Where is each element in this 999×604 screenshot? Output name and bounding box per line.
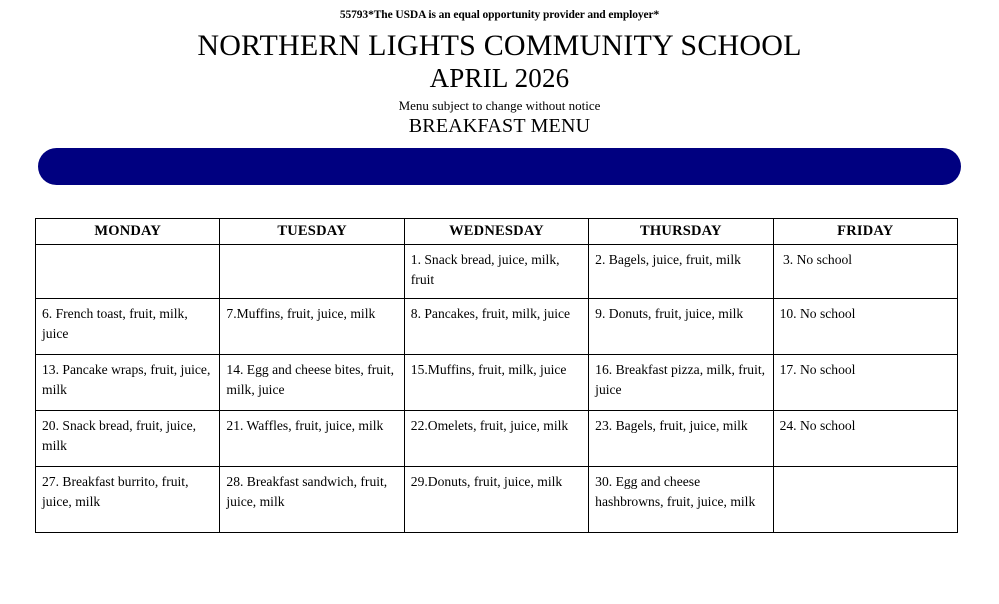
day-cell <box>589 245 773 299</box>
day-cell-text: 8. Pancakes, fruit, milk, juice <box>410 306 571 322</box>
day-cell-text: 20. Snack bread, fruit, juice, milk <box>42 418 200 453</box>
day-cell <box>404 299 588 355</box>
day-cell <box>404 467 588 533</box>
day-cell <box>589 411 773 467</box>
day-cell <box>220 467 404 533</box>
column-header-tuesday: TUESDAY <box>220 219 404 245</box>
breakfast-menu-calendar <box>35 218 958 533</box>
day-cell <box>589 299 773 355</box>
column-header-thursday: THURSDAY <box>589 219 773 245</box>
day-cell-text: 28. Breakfast sandwich, fruit, juice, milk <box>226 474 391 509</box>
day-cell-text: 16. Breakfast pizza, milk, fruit, juice <box>595 362 769 397</box>
column-header-friday: FRIDAY <box>773 219 957 245</box>
day-cell-text: 7.Muffins, fruit, juice, milk <box>226 306 376 322</box>
month-year-title: APRIL 2026 <box>429 63 570 94</box>
day-cell-text: 2. Bagels, juice, fruit, milk <box>595 252 741 268</box>
calendar-week-row <box>36 299 958 355</box>
column-header-wednesday: WEDNESDAY <box>404 219 588 245</box>
calendar-week-row <box>36 411 958 467</box>
day-cell <box>220 411 404 467</box>
day-cell-text: 30. Egg and cheese hashbrowns, fruit, juice, milk <box>595 474 756 509</box>
day-cell <box>773 411 957 467</box>
school-name-title: NORTHERN LIGHTS COMMUNITY SCHOOL <box>197 28 802 62</box>
meal-type-title: BREAKFAST MENU <box>408 115 591 138</box>
day-cell <box>773 467 957 533</box>
day-cell <box>220 299 404 355</box>
calendar-week-row <box>36 245 958 299</box>
day-cell <box>773 355 957 411</box>
day-cell <box>589 355 773 411</box>
day-cell-text: 22.Omelets, fruit, juice, milk <box>410 418 569 434</box>
day-cell-text: 23. Bagels, fruit, juice, milk <box>595 418 748 434</box>
day-cell-text: 17. No school <box>779 362 856 378</box>
calendar-week-row <box>36 467 958 533</box>
banner-container <box>0 148 999 185</box>
day-cell-text: 10. No school <box>779 306 856 322</box>
column-header-monday: MONDAY <box>36 219 220 245</box>
usda-notice: 55793*The USDA is an equal opportunity provider and employer* <box>339 9 660 21</box>
day-cell-text: 3. No school <box>779 252 853 268</box>
day-cell <box>36 245 220 299</box>
day-cell <box>36 299 220 355</box>
day-cell-text: 13. Pancake wraps, fruit, juice, milk <box>42 362 214 397</box>
calendar-container <box>0 218 999 533</box>
day-cell <box>220 245 404 299</box>
day-cell <box>404 355 588 411</box>
day-cell <box>220 355 404 411</box>
day-cell-text: 15.Muffins, fruit, milk, juice <box>410 362 567 378</box>
menu-disclaimer: Menu subject to change without notice <box>398 97 601 113</box>
day-cell <box>773 299 957 355</box>
day-cell-text: 21. Waffles, fruit, juice, milk <box>226 418 384 434</box>
day-cell-text: 14. Egg and cheese bites, fruit, milk, juice <box>226 362 398 397</box>
day-cell-text: 27. Breakfast burrito, fruit, juice, milk <box>42 474 192 509</box>
day-cell-text: 29.Donuts, fruit, juice, milk <box>410 474 563 490</box>
day-cell <box>36 467 220 533</box>
day-cell-text: 9. Donuts, fruit, juice, milk <box>595 306 744 322</box>
day-cell <box>773 245 957 299</box>
calendar-week-row <box>36 355 958 411</box>
day-cell <box>36 355 220 411</box>
navy-banner-bar <box>38 148 961 185</box>
day-cell <box>404 411 588 467</box>
calendar-header-row <box>36 219 958 245</box>
day-cell <box>589 467 773 533</box>
day-cell <box>36 411 220 467</box>
day-cell-text: 1. Snack bread, juice, milk, fruit <box>410 252 563 287</box>
day-cell-text: 24. No school <box>779 418 856 434</box>
day-cell <box>404 245 588 299</box>
day-cell-text: 6. French toast, fruit, milk, juice <box>42 306 192 341</box>
menu-page <box>0 9 999 533</box>
